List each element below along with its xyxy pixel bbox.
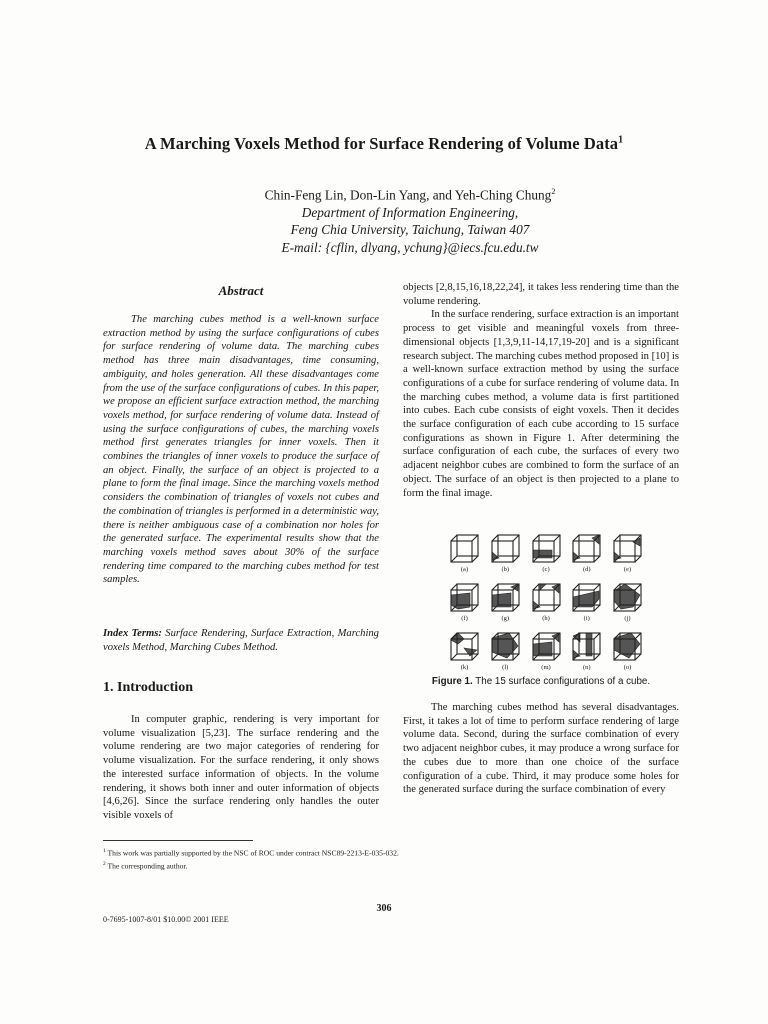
index-terms [103,627,379,654]
cube-label-f: (f) [461,615,468,622]
cube-label-e: (e) [623,566,632,573]
figure-label: Figure 1. [431,676,473,687]
author-names: Chin-Feng Lin, Don-Lin Yang, and Yeh-Ching Chung$^2$ [264,187,556,203]
cube-label-n: (n) [582,664,591,671]
cube-config-d [570,532,603,565]
cube-config-g [489,581,522,614]
introduction-para-2: In the surface rendering, surface extraction is an important process to get visible and meaningful voxels from three-dimensional objects [1,3,9,11-14,17,19-20] and is a significant research subject. The marching cubes method proposed in [10] is a well-known surface extraction method by using the surface configurations of a cube for surface rendering of volume data. In the marching cubes method, a volume data is first partitioned into cubes. Each cube consists of eight voxels. Then it decides the surface configuration of each cube according to 15 surface configurations as shown in Figure 1. After determining the surface configuration of each cube, the surfaces of every two adjacent neighbor cubes are combined to form the surface of an object. The surface of an object is then projected to a plane to form the final image. [403,309,679,499]
cube-label-i: (i) [583,615,590,622]
cube-config-f [448,581,481,614]
cube-config-h [530,581,563,614]
cube-config-o [611,630,644,663]
university: Feng Chia University, Taichung, Taiwan 407 [290,222,530,238]
footnote-rule [103,840,253,841]
cube-config-c [530,532,563,565]
cube-config-m [530,630,563,663]
introduction-para-1-continued: objects [2,8,15,16,18,22,24], it takes less rendering time than the volume rendering. [403,282,679,307]
figure-row-2 [448,581,644,614]
introduction-para-3: The marching cubes method has several disadvantages. First, it takes a lot of time to perform surface rendering of large volume data. Second, during the surface combination of every two adjacent neighbor cubes, it may produce a wrong surface for the cubes due to more than one choice of the surface configuration of a cube. Third, it may produce some holes for the generated surface during the surface combination of every [403,702,679,796]
footnote-1: $^1$ This work was partially supported by the NSC of ROC under contract NSC89-2213-E-035-032. [103,848,399,858]
footnote-2: $^2$ The corresponding author. [103,861,188,871]
cube-label-j: (j) [624,615,631,622]
figure-row-3 [448,630,644,663]
cube-config-a [448,532,481,565]
abstract-heading: Abstract [218,283,264,298]
cube-label-m: (m) [541,664,551,671]
author-block [150,183,670,256]
author-footnote-mark: 2 [551,187,556,196]
cube-label-d: (d) [582,566,591,573]
figure-labels-1 [448,566,644,573]
right-column-top [403,281,679,500]
copyright-line: 0-7695-1007-8/01 $10.00© 2001 IEEE [103,915,229,924]
figure-labels-3 [448,664,644,671]
cube-label-l: (l) [502,664,509,671]
cube-config-k [448,630,481,663]
cube-label-b: (b) [501,566,510,573]
index-terms-text: Surface Rendering, Surface Extraction, Marching voxels Method, Marching Cubes Method. [103,628,379,653]
cube-config-n [570,630,603,663]
department: Department of Information Engineering, [301,204,519,220]
cube-label-h: (h) [542,615,550,622]
cube-label-g: (g) [501,615,510,622]
title-footnote-mark: 1 [618,134,624,146]
cube-config-j [611,581,644,614]
introduction-heading: 1. Introduction [103,680,193,695]
cube-label-k: (k) [460,664,469,671]
introduction-para-1: In computer graphic, rendering is very important for volume visualization [5,23]. The surface rendering and the volume rendering are two major categories of rendering for volume visualization. For the surface rendering, it only shows the interested surface information of objects. In the volume rendering, it shows both inner and outer information of objects [4,6,26]. Since the surface rendering only handles the outer visible voxels of [103,714,379,821]
abstract-text: The marching cubes method is a well-known surface extraction method by using the surface configurations of cubes for surface rendering of volume data. The marching cubes method has three main disadvantages, time consuming, ambiguity, and holes generation. All these disadvantages come from the use of the surface configurations of cubes. In this paper, we propose an efficient surface extraction method, the marching voxels method, for surface rendering of volume data. Instead of using the surface configurations of cubes, the marching voxels method first generates triangles for inner voxels. Then it combines the triangles of inner voxels to produce the surface of an object. Finally, the surface of an object is projected to a plane to form the final image. Since the marching voxels method considers the combination of triangles of voxels not cubes and the combination of triangles is performed in a deterministic way, there is neither ambiguous case of a combination nor holes for the generated surface. The experimental results show that the marching voxels method saves about 30% of the surface rendering time compared to the marching cubes method for test samples. [103,314,379,586]
cube-config-b [489,532,522,565]
figure-labels-2 [448,615,644,622]
figure-1 [448,532,644,679]
figure-row-1 [448,532,644,565]
cube-config-i [570,581,603,614]
page-number: 306 [376,903,392,914]
footnotes [103,846,399,872]
cube-config-e [611,532,644,565]
cube-label-o: (o) [623,664,632,671]
index-terms-label: Index Terms: [103,628,162,639]
cube-label-c: (c) [542,566,550,573]
email: E-mail: {cflin, dlyang, ychung}@iecs.fcu.edu.tw [281,239,539,255]
cube-label-a: (a) [460,566,469,573]
figure-caption: Figure 1. The 15 surface configurations of a cube. [431,676,651,687]
paper-title: A Marching Voxels Method for Surface Rendering of Volume Data$^1$ [144,134,624,153]
cube-config-l [489,630,522,663]
